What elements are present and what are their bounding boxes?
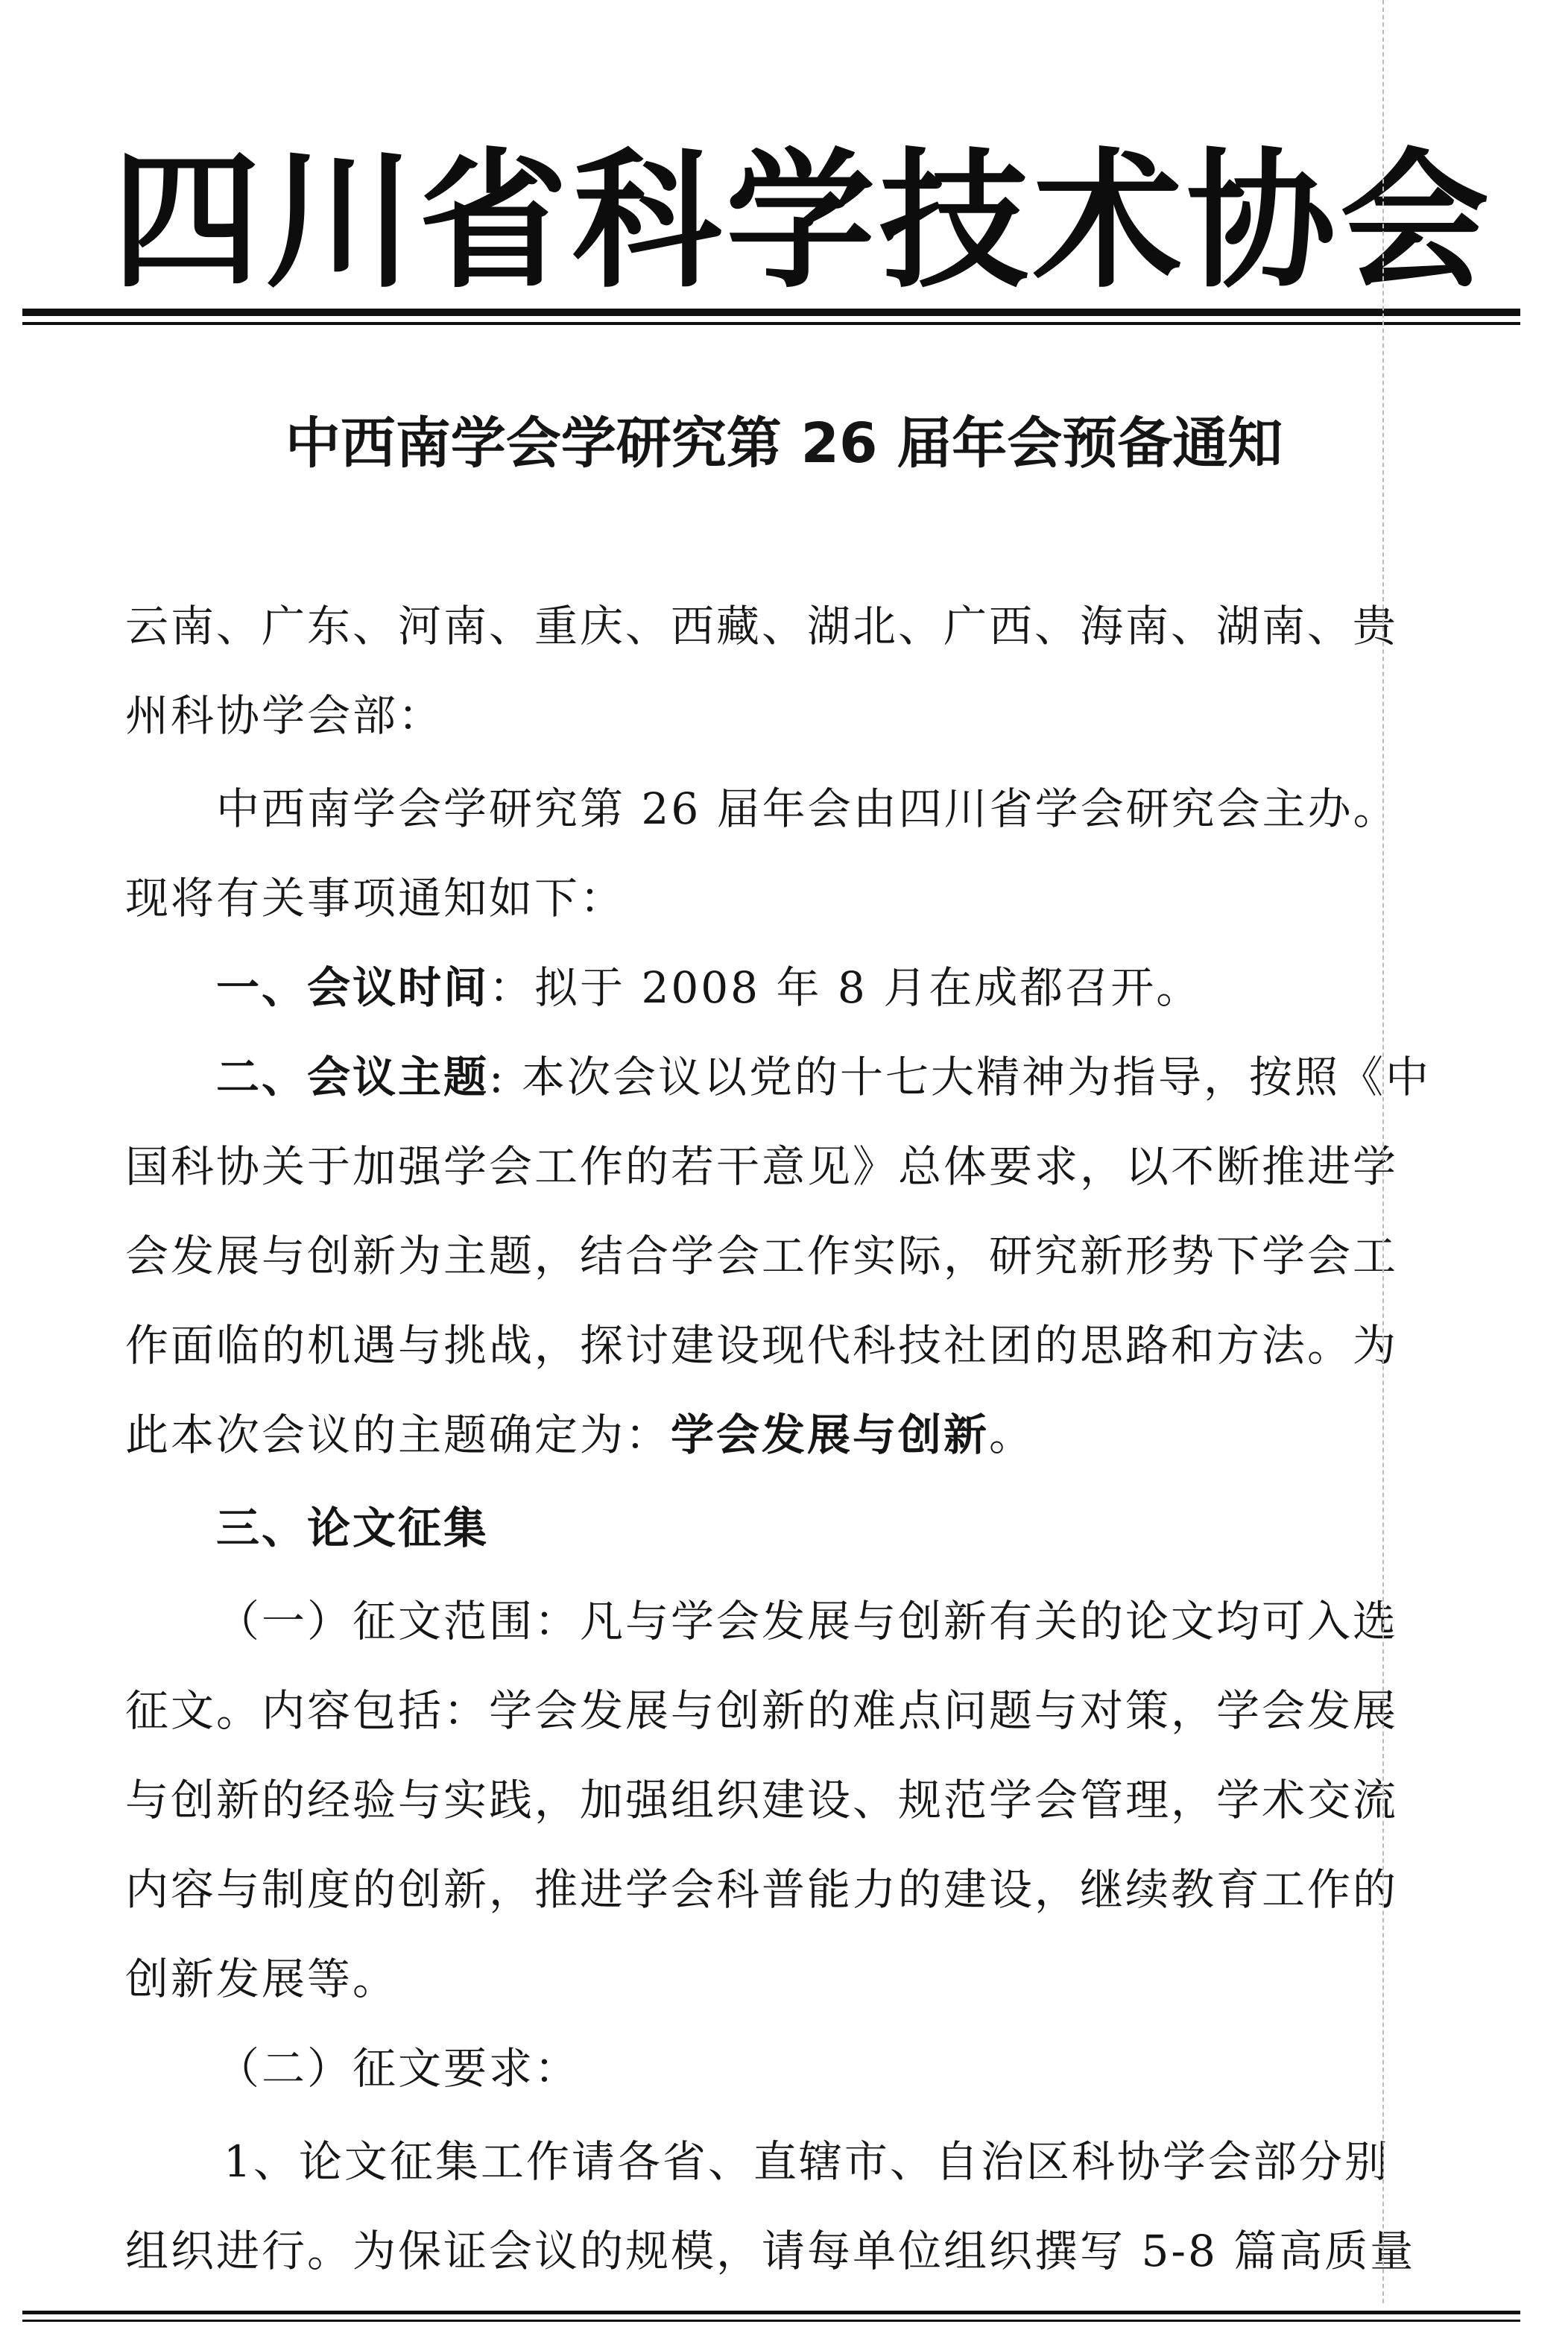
section-2-text-5b: 。 bbox=[989, 1409, 1035, 1460]
section-1-label: 一、会议时间 bbox=[216, 962, 490, 1013]
section-2-line-1 bbox=[216, 1047, 1431, 1107]
section-1 bbox=[216, 958, 1201, 1017]
section-2-line-2: 国科协关于加强学会工作的若干意见》总体要求，以不断推进学 bbox=[125, 1141, 1399, 1192]
intro-line-2: 现将有关事项通知如下： bbox=[125, 873, 626, 924]
section-2-line-3: 会发展与创新为主题，结合学会工作实际，研究新形势下学会工 bbox=[125, 1231, 1399, 1281]
letterhead-rule-top bbox=[22, 309, 1520, 316]
scan-edge-line bbox=[1382, 0, 1385, 2303]
para-1-line-3: 与创新的经验与实践，加强组织建设、规范学会管理，学术交流 bbox=[125, 1775, 1399, 1825]
letterhead-title: 四川省科学技术协会 bbox=[112, 135, 1494, 309]
addressee-line-1: 云南、广东、河南、重庆、西藏、湖北、广西、海南、湖南、贵 bbox=[125, 601, 1399, 651]
page-bottom-rule-2 bbox=[22, 2320, 1520, 2322]
section-2-line-5 bbox=[125, 1405, 1034, 1465]
section-3-label: 三、论文征集 bbox=[216, 1503, 490, 1553]
section-2-line-4: 作面临的机遇与挑战，探讨建设现代科技社团的思路和方法。为 bbox=[125, 1320, 1399, 1371]
section-2-text-1: : 本次会议以党的十七大精神为指导，按照《中 bbox=[489, 1052, 1431, 1102]
para-3-line-1: 1、论文征集工作请各省、直辖市、自治区科协学会部分别 bbox=[224, 2136, 1390, 2187]
addressee-line-2: 州科协学会部： bbox=[125, 690, 444, 741]
para-1-line-5: 创新发展等。 bbox=[125, 1954, 399, 2004]
para-3-line-2: 组织进行。为保证会议的规模，请每单位组织撰写 5-8 篇高质量 bbox=[125, 2226, 1416, 2276]
letterhead-rule-thin bbox=[22, 322, 1520, 325]
intro-line-1: 中西南学会学研究第 26 届年会由四川省学会研究会主办。 bbox=[216, 783, 1399, 834]
page-bottom-rule-1 bbox=[22, 2311, 1520, 2314]
section-1-text: ：拟于 2008 年 8 月在成都召开。 bbox=[489, 962, 1202, 1013]
notice-title: 中西南学会学研究第 26 届年会预备通知 bbox=[285, 411, 1283, 476]
para-1-line-4: 内容与制度的创新，推进学会科普能力的建设，继续教育工作的 bbox=[125, 1864, 1399, 1915]
para-1-line-2: 征文。内容包括：学会发展与创新的难点问题与对策，学会发展 bbox=[125, 1685, 1399, 1736]
section-2-text-5a: 此本次会议的主题确定为： bbox=[125, 1409, 671, 1460]
para-2-label: （二）征文要求： bbox=[216, 2043, 581, 2094]
meeting-theme: 学会发展与创新 bbox=[671, 1409, 990, 1460]
para-1-line-1: （一）征文范围：凡与学会发展与创新有关的论文均可入选 bbox=[216, 1596, 1399, 1647]
section-2-label: 二、会议主题 bbox=[216, 1052, 490, 1102]
